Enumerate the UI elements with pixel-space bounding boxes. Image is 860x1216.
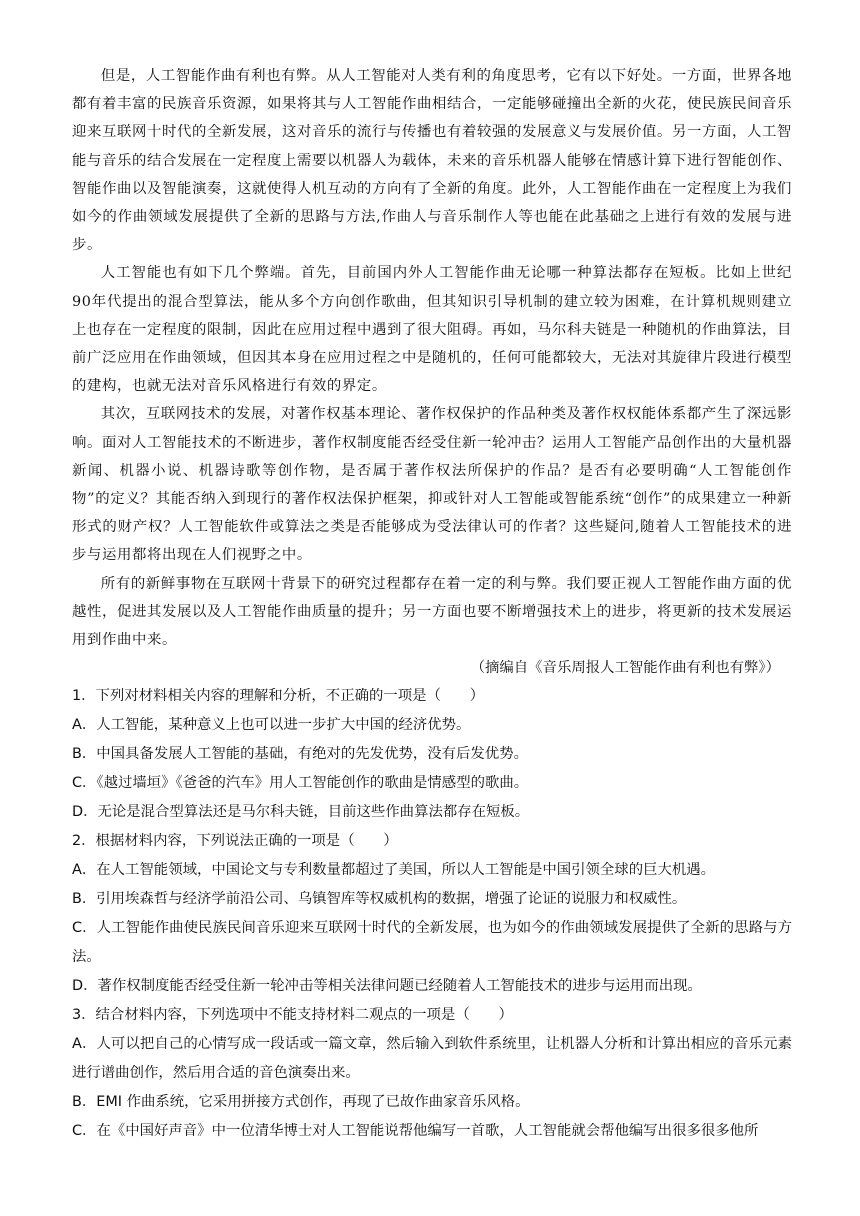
question-option: D．无论是混合型算法还是马尔科夫链，目前这些作曲算法都存在短板。 [72, 804, 530, 821]
question-option: D．著作权制度能否经受住新一轮冲击等相关法律问题已经随着人工智能技术的进步与运用而出现。 [72, 978, 702, 995]
question-option: B．EMI 作曲系统，它采用拼接方式创作，再现了已故作曲家音乐风格。 [72, 1094, 530, 1111]
question-option: A．人可以把自己的心情写成一段话或一篇文章，然后输入到软件系统里，让机器人分析和计算出相应的音乐元素进行谱曲创作，然后用合适的音色演奏出来。 [72, 1036, 792, 1082]
question-option: A．在人工智能领域，中国论文与专利数量都超过了美国，所以人工智能是中国引领全球的巨大机遇。 [72, 862, 716, 879]
question-option: C．人工智能作曲使民族民间音乐迎来互联网十时代的全新发展，也为如今的作曲领域发展提供了全新的思路与方法。 [72, 920, 792, 966]
question-option: A．人工智能，某种意义上也可以进一步扩大中国的经济优势。 [72, 717, 471, 734]
question-3 [72, 1001, 792, 1146]
question-2 [72, 827, 792, 1001]
question-option: C．《越过墙垣》《爸爸的汽车》用人工智能创作的歌曲是情感型的歌曲。 [72, 775, 529, 792]
question-option: B．引用埃森哲与经济学前沿公司、乌镇智库等权威机构的数据，增强了论证的说服力和权威性。 [72, 891, 687, 908]
question-1 [72, 682, 792, 827]
passage-paragraph: 人工智能也有如下几个弊端。首先，目前国内外人工智能作曲无论哪一种算法都存在短板。比如上世纪90年代提出的混合型算法，能从多个方向创作歌曲，但其知识引导机制的建立较为困难，在计算机规则建立上也存在一定程度的限制，因此在应用过程中遇到了很大阻碍。再如，马尔科夫链是一种随机的作曲算法，目前广泛应用在作曲领域，但因其本身在应用过程之中是随机的，任何可能都较大，无法对其旋律片段进行模型的建构，也就无法对音乐风格进行有效的界定。 [72, 265, 792, 395]
question-stem: 2．根据材料内容，下列说法正确的一项是（ ） [72, 833, 398, 850]
question-stem: 3．结合材料内容，下列选项中不能支持材料二观点的一项是（ ） [72, 1007, 513, 1024]
question-option: C．在《中国好声音》中一位清华博士对人工智能说帮他编写一首歌，人工智能就会帮他编写出很多很多他所 [72, 1123, 759, 1140]
passage-paragraph: 但是，人工智能作曲有利也有弊。从人工智能对人类有利的角度思考，它有以下好处。一方面，世界各地都有着丰富的民族音乐资源，如果将其与人工智能作曲相结合，一定能够碰撞出全新的火花，使民族民间音乐迎来互联网十时代的全新发展，这对音乐的流行与传播也有着较强的发展意义与发展价值。另一方面，人工智能与音乐的结合发展在一定程度上需要以机器人为载体，未来的音乐机器人能够在情感计算下进行智能创作、智能作曲以及智能演奏，这就使得人机互动的方向有了全新的角度。此外，人工智能作曲在一定程度上为我们如今的作曲领域发展提供了全新的思路与方法,作曲人与音乐制作人等也能在此基础之上进行有效的发展与进步。 [72, 68, 792, 254]
passage-source: （摘编自《音乐周报人工智能作曲有利也有弊》） [470, 660, 780, 677]
passage-paragraph: 所有的新鲜事物在互联网十背景下的研究过程都存在着一定的利与弊。我们要正视人工智能作曲方面的优越性，促进其发展以及人工智能作曲质量的提升；另一方面也要不断增强技术上的进步，将更新的技术发展运用到作曲中来。 [72, 575, 792, 649]
passage-paragraph: 其次，互联网技术的发展，对著作权基本理论、著作权保护的作品种类及著作权权能体系都产生了深远影响。面对人工智能技术的不断进步，著作权制度能否经受住新一轮冲击？运用人工智能产品创作出的大量机器新闻、机器小说、机器诗歌等创作物，是否属于著作权法所保护的作品？是否有必要明确“人工智能创作物”的定义？其能否纳入到现行的著作权法保护框架，抑或针对人工智能或智能系统“创作”的成果建立一种新形式的财产权？人工智能软件或算法之类是否能够成为受法律认可的作者？这些疑问,随着人工智能技术的进步与运用都将出现在人们视野之中。 [72, 406, 792, 564]
question-option: B．中国具备发展人工智能的基础，有绝对的先发优势，没有后发优势。 [72, 746, 528, 763]
document-page [72, 62, 792, 1146]
question-stem: 1．下列对材料相关内容的理解和分析，不正确的一项是（ ） [72, 688, 485, 705]
